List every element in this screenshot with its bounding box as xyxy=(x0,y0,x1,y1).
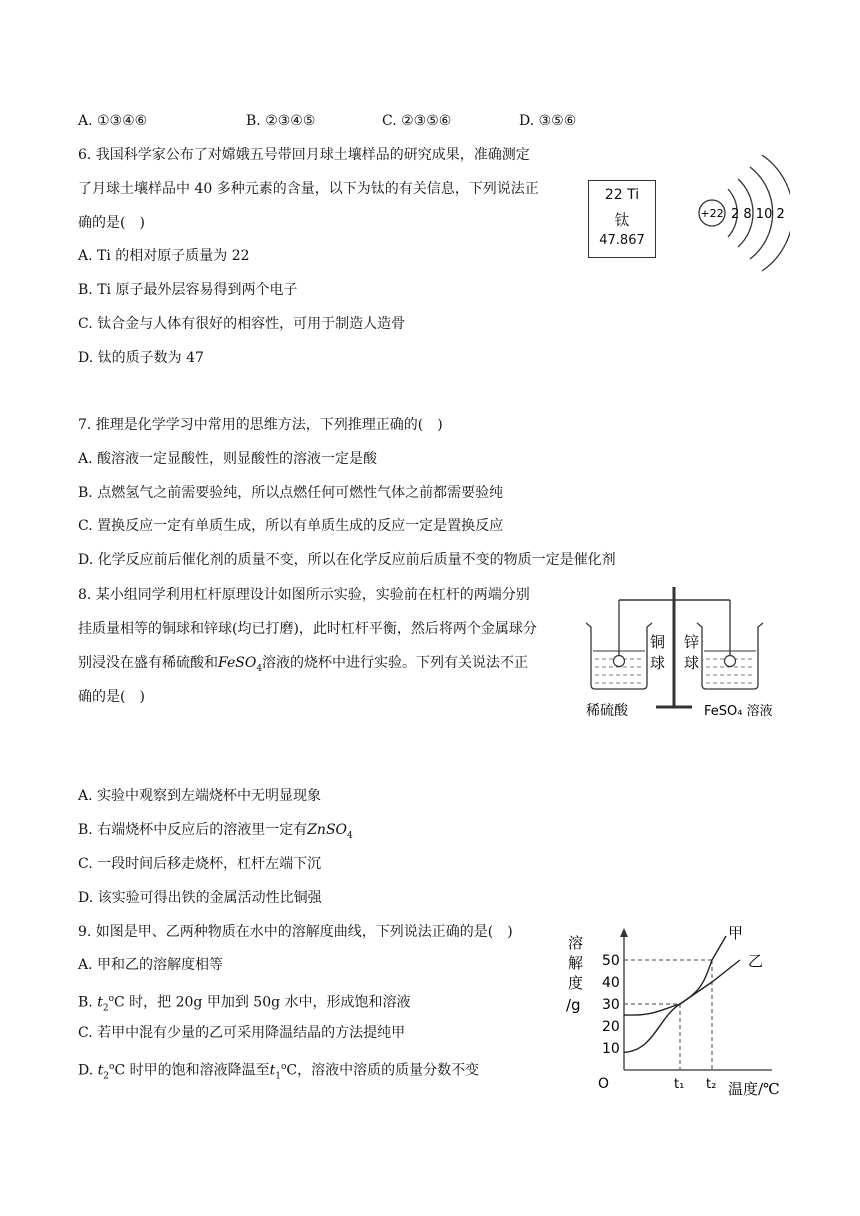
q9-option-d-sub: 2 xyxy=(103,1071,110,1082)
q9-option-d-text: C 时甲的饱和溶液降温至 xyxy=(114,1062,270,1079)
y-axis-label-1: 溶 xyxy=(568,934,584,952)
nucleus-charge: +22 xyxy=(700,207,724,220)
q8-stem-1: 8. 某小组同学利用杠杆原理设计如图所示实验，实验前在杠杆的两端分别 xyxy=(78,587,530,603)
element-mass: 47.867 xyxy=(599,233,645,248)
q5-option-c: C. ②③⑤⑥ xyxy=(382,113,452,129)
q9-option-b-sub: 2 xyxy=(102,1003,109,1014)
q8-option-b-text: B. 右端烧杯中反应后的溶液里一定有 xyxy=(78,822,308,838)
q8-stem-2: 挂质量相等的铜球和锌球(均已打磨)，此时杠杆平衡，然后将两个金属球分 xyxy=(78,621,537,637)
q8-stem-4: 确的是( ) xyxy=(78,689,145,705)
q9-option-d xyxy=(78,1057,479,1086)
q6-stem-3: 确的是( ) xyxy=(78,215,145,231)
q9-option-b-text: C 时，把 20g 甲加到 50g 水中，形成饱和溶液 xyxy=(114,994,411,1011)
q7-option-d: D. 化学反应前后催化剂的质量不变，所以在化学反应前后质量不变的物质一定是催化剂 xyxy=(78,552,616,568)
curve-jia xyxy=(624,936,726,1052)
zinc-label-1: 锌 xyxy=(684,633,700,651)
q5-option-a: A. ①③④⑥ xyxy=(78,113,148,129)
q9-option-d-t: t xyxy=(97,1062,104,1079)
feso4-subscript: 4 xyxy=(256,663,263,674)
q9-stem: 9. 如图是甲、乙两种物质在水中的溶解度曲线，下列说法正确的是( ) xyxy=(78,924,513,940)
zinc-ball xyxy=(725,656,736,667)
y-axis-label-3: 度 xyxy=(568,974,584,992)
q8-option-a: A. 实验中观察到左端烧杯中无明显现象 xyxy=(78,788,322,804)
q7-stem: 7. 推理是化学学习中常用的思维方法，下列推理正确的( ) xyxy=(78,417,443,433)
electron-shell-counts: 2 8 10 2 xyxy=(731,207,785,222)
q8-option-c: C. 一段时间后移走烧杯，杠杆左端下沉 xyxy=(78,856,322,872)
znso4-formula: ZnSO xyxy=(307,822,348,838)
copper-label-1: 铜 xyxy=(650,633,666,651)
q8-stem-3-tail: 溶液的烧杯中进行实验。下列有关说法不正 xyxy=(262,655,529,671)
series-label-jia: 甲 xyxy=(728,924,744,942)
y-tick-label-20: 20 xyxy=(602,1019,620,1035)
x-tick-label-t2: t₂ xyxy=(706,1077,717,1092)
q6-option-d: D. 钛的质子数为 47 xyxy=(78,350,204,366)
y-tick-label-50: 50 xyxy=(602,953,620,969)
y-axis-label-2: 解 xyxy=(568,954,584,972)
q5-option-d: D. ③⑤⑥ xyxy=(519,113,577,129)
q9-option-b-t: t xyxy=(97,994,103,1011)
q5-option-b: B. ②③④⑤ xyxy=(246,113,316,129)
copper-ball xyxy=(614,656,625,667)
q6-option-c: C. 钛合金与人体有很好的相容性，可用于制造人造骨 xyxy=(78,316,406,332)
x-tick-label-t1: t₁ xyxy=(674,1077,685,1092)
solubility-chart xyxy=(560,920,790,1100)
y-tick-label-40: 40 xyxy=(602,975,620,991)
feso4-formula: FeSO xyxy=(218,655,257,671)
element-name: 钛 xyxy=(614,211,630,229)
q6-stem-2: 了月球土壤样品中 40 多种元素的含量，以下为钛的有关信息，下列说法正 xyxy=(78,181,539,197)
q9-option-b-prefix: B. xyxy=(78,994,98,1011)
q9-option-b-sup: o xyxy=(108,994,114,1004)
q9-option-d-sub2: 1 xyxy=(275,1071,281,1082)
q9-option-d-sup2: o xyxy=(280,1062,287,1072)
zinc-label-2: 球 xyxy=(684,654,700,672)
znso4-subscript: 4 xyxy=(347,830,353,841)
q9-option-c: C. 若甲中混有少量的乙可采用降温结晶的方法提纯甲 xyxy=(78,1025,406,1041)
series-label-yi: 乙 xyxy=(748,952,764,970)
q7-option-a: A. 酸溶液一定显酸性，则显酸性的溶液一定是酸 xyxy=(78,451,378,467)
q8-option-b xyxy=(78,820,353,846)
y-axis-label-4: /g xyxy=(566,996,581,1014)
q9-option-d-tail: C，溶液中溶质的质量分数不变 xyxy=(286,1062,480,1079)
dilute-sulfuric-acid-label: 稀硫酸 xyxy=(586,703,628,719)
lever-experiment-diagram xyxy=(578,585,788,720)
feso4-solution-label: FeSO₄ 溶液 xyxy=(704,704,773,719)
y-axis-arrow xyxy=(620,928,628,937)
x-axis-label: 温度/℃ xyxy=(728,1080,780,1098)
atom-structure-diagram xyxy=(690,145,790,285)
chart-marks xyxy=(602,924,763,1092)
q8-stem-3 xyxy=(78,653,528,679)
q6-option-b: B. Ti 原子最外层容易得到两个电子 xyxy=(78,282,298,298)
origin-label: O xyxy=(598,1076,610,1092)
y-tick-label-30: 30 xyxy=(602,997,620,1013)
q9-option-b xyxy=(78,989,411,1018)
copper-label-2: 球 xyxy=(650,654,666,672)
element-card xyxy=(588,180,656,258)
q9-option-a: A. 甲和乙的溶解度相等 xyxy=(78,957,224,973)
q6-stem-1: 6. 我国科学家公布了对嫦娥五号带回月球土壤样品的研究成果，准确测定 xyxy=(78,147,530,163)
curve-yi xyxy=(624,960,740,1015)
q6-option-a: A. Ti 的相对原子质量为 22 xyxy=(78,248,250,264)
q7-option-c: C. 置换反应一定有单质生成，所以有单质生成的反应一定是置换反应 xyxy=(78,518,504,534)
q7-option-b: B. 点燃氢气之前需要验纯，所以点燃任何可燃性气体之前都需要验纯 xyxy=(78,485,504,501)
q8-option-d: D. 该实验可得出铁的金属活动性比铜强 xyxy=(78,890,322,906)
element-number-symbol: 22 Ti xyxy=(604,187,640,203)
y-tick-label-10: 10 xyxy=(602,1041,620,1057)
q9-option-d-t2: t xyxy=(269,1062,276,1079)
q9-option-d-sup: o xyxy=(109,1062,115,1072)
q9-option-d-prefix: D. xyxy=(78,1062,98,1079)
q8-stem-3-text: 别浸没在盛有稀硫酸和 xyxy=(78,655,218,671)
